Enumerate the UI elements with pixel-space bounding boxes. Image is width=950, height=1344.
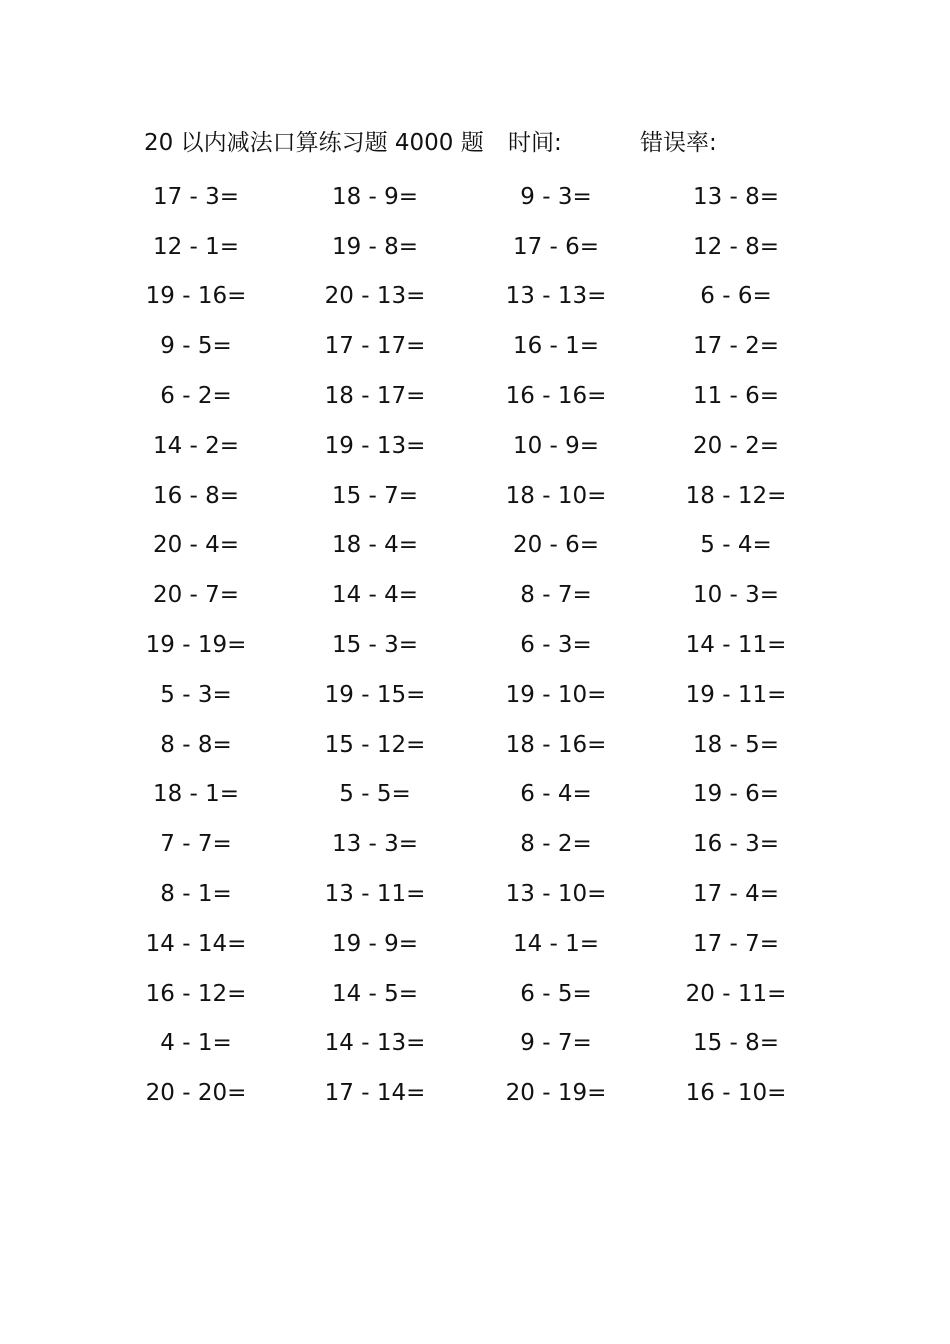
subtraction-problem: 19 - 10= [505,681,607,708]
subtraction-problem: 15 - 12= [324,731,426,758]
subtraction-problem: 17 - 4= [692,881,780,908]
worksheet-title: 20 以内减法口算练习题 4000 题 [144,130,484,156]
subtraction-problem: 17 - 6= [512,233,600,260]
subtraction-problem: 18 - 4= [331,532,419,559]
subtraction-problem: 14 - 11= [685,632,787,659]
subtraction-problem: 16 - 8= [152,482,240,509]
subtraction-problem: 13 - 8= [692,183,780,210]
problem-row [128,620,828,670]
subtraction-problem: 20 - 20= [145,1080,247,1107]
subtraction-problem: 6 - 4= [520,781,592,808]
subtraction-problem: 17 - 3= [152,183,240,210]
problem-row [128,321,828,371]
problem-row [128,521,828,571]
subtraction-problem: 15 - 8= [692,1030,780,1057]
subtraction-problem: 14 - 2= [152,432,240,459]
subtraction-problem: 9 - 5= [160,333,232,360]
subtraction-problem: 5 - 3= [160,681,232,708]
subtraction-problem: 14 - 4= [331,582,419,609]
subtraction-problem: 7 - 7= [160,831,232,858]
subtraction-problem: 19 - 19= [145,632,247,659]
problem-row [128,720,828,770]
subtraction-problem: 6 - 5= [520,980,592,1007]
problem-row [128,869,828,919]
subtraction-problem: 18 - 17= [324,383,426,410]
subtraction-problem: 19 - 13= [324,432,426,459]
problem-row [128,371,828,421]
subtraction-problem: 8 - 2= [520,831,592,858]
subtraction-problem: 8 - 1= [160,881,232,908]
subtraction-problem: 13 - 10= [505,881,607,908]
subtraction-problem: 13 - 13= [505,283,607,310]
subtraction-problem: 13 - 3= [331,831,419,858]
subtraction-problem: 6 - 6= [700,283,772,310]
problem-row [128,421,828,471]
subtraction-problem: 10 - 9= [512,432,600,459]
subtraction-problem: 18 - 16= [505,731,607,758]
subtraction-problem: 17 - 2= [692,333,780,360]
problem-row [128,1068,828,1118]
subtraction-problem: 14 - 13= [324,1030,426,1057]
subtraction-problem: 20 - 4= [152,532,240,559]
subtraction-problem: 15 - 7= [331,482,419,509]
subtraction-problem: 14 - 1= [512,930,600,957]
problem-row [128,670,828,720]
error-rate-label: 错误率: [640,130,717,156]
subtraction-problem: 16 - 12= [145,980,247,1007]
subtraction-problem: 14 - 5= [331,980,419,1007]
subtraction-problem: 18 - 5= [692,731,780,758]
subtraction-problem: 19 - 15= [324,681,426,708]
problem-row [128,969,828,1019]
subtraction-problem: 6 - 2= [160,383,232,410]
problem-row [128,570,828,620]
subtraction-problem: 8 - 7= [520,582,592,609]
subtraction-problem: 5 - 5= [339,781,411,808]
subtraction-problem: 11 - 6= [692,383,780,410]
subtraction-problem: 9 - 3= [520,183,592,210]
subtraction-problem: 19 - 16= [145,283,247,310]
subtraction-problem: 17 - 7= [692,930,780,957]
subtraction-problem: 6 - 3= [520,632,592,659]
subtraction-problem: 4 - 1= [160,1030,232,1057]
subtraction-problem: 19 - 11= [685,681,787,708]
subtraction-problem: 17 - 17= [324,333,426,360]
subtraction-problem: 19 - 9= [331,930,419,957]
problem-row [128,819,828,869]
subtraction-problem: 18 - 10= [505,482,607,509]
subtraction-problem: 20 - 6= [512,532,600,559]
subtraction-problem: 16 - 1= [512,333,600,360]
problem-grid [128,172,828,1118]
subtraction-problem: 16 - 16= [505,383,607,410]
subtraction-problem: 20 - 13= [324,283,426,310]
subtraction-problem: 14 - 14= [145,930,247,957]
problem-row [128,172,828,222]
problem-row [128,919,828,969]
subtraction-problem: 16 - 10= [685,1080,787,1107]
subtraction-problem: 12 - 1= [152,233,240,260]
problem-row [128,471,828,521]
subtraction-problem: 8 - 8= [160,731,232,758]
subtraction-problem: 17 - 14= [324,1080,426,1107]
subtraction-problem: 19 - 6= [692,781,780,808]
problem-row [128,770,828,820]
subtraction-problem: 10 - 3= [692,582,780,609]
subtraction-problem: 20 - 19= [505,1080,607,1107]
subtraction-problem: 9 - 7= [520,1030,592,1057]
subtraction-problem: 15 - 3= [331,632,419,659]
subtraction-problem: 13 - 11= [324,881,426,908]
subtraction-problem: 20 - 7= [152,582,240,609]
problem-row [128,222,828,272]
subtraction-problem: 19 - 8= [331,233,419,260]
problem-row [128,1019,828,1069]
subtraction-problem: 20 - 2= [692,432,780,459]
time-label: 时间: [508,130,562,156]
subtraction-problem: 12 - 8= [692,233,780,260]
subtraction-problem: 16 - 3= [692,831,780,858]
subtraction-problem: 5 - 4= [700,532,772,559]
subtraction-problem: 18 - 12= [685,482,787,509]
subtraction-problem: 18 - 9= [331,183,419,210]
problem-row [128,272,828,322]
subtraction-problem: 20 - 11= [685,980,787,1007]
subtraction-problem: 18 - 1= [152,781,240,808]
